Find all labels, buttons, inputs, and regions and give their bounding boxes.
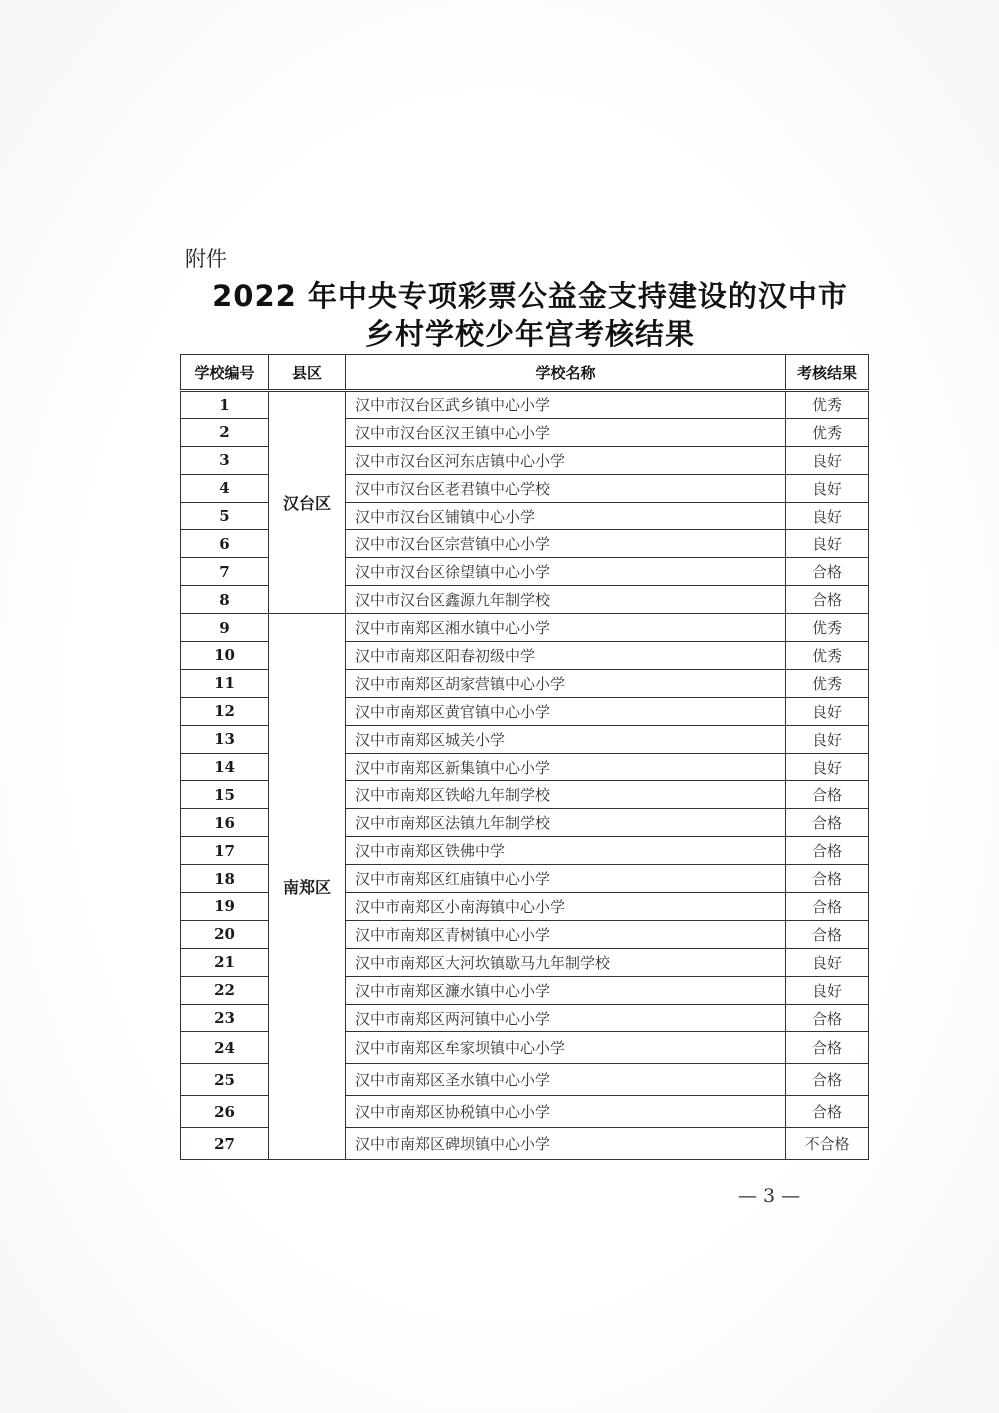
school-name: 汉中市南郑区铁峪九年制学校 <box>346 781 786 809</box>
result-cell: 合格 <box>786 1032 869 1064</box>
school-id: 26 <box>181 1096 269 1128</box>
result-cell: 优秀 <box>786 642 869 670</box>
school-id: 11 <box>181 669 269 697</box>
result-cell: 良好 <box>786 725 869 753</box>
school-id: 18 <box>181 865 269 893</box>
table-row <box>181 614 869 642</box>
school-name: 汉中市南郑区牟家坝镇中心小学 <box>346 1032 786 1064</box>
result-cell: 良好 <box>786 697 869 725</box>
result-cell: 合格 <box>786 781 869 809</box>
school-name: 汉中市汉台区徐望镇中心小学 <box>346 558 786 586</box>
school-name: 汉中市汉台区宗营镇中心小学 <box>346 530 786 558</box>
document-title-line1: 2022 年中央专项彩票公益金支持建设的汉中市 <box>212 279 848 313</box>
school-id: 4 <box>181 474 269 502</box>
school-id: 1 <box>181 391 269 419</box>
school-name: 汉中市汉台区武乡镇中心小学 <box>346 391 786 419</box>
school-name: 汉中市南郑区城关小学 <box>346 725 786 753</box>
school-name: 汉中市南郑区圣水镇中心小学 <box>346 1064 786 1096</box>
result-cell: 合格 <box>786 1064 869 1096</box>
school-id: 3 <box>181 446 269 474</box>
school-name: 汉中市汉台区河东店镇中心小学 <box>346 446 786 474</box>
school-name: 汉中市南郑区法镇九年制学校 <box>346 809 786 837</box>
school-name: 汉中市汉台区铺镇中心小学 <box>346 502 786 530</box>
result-cell: 合格 <box>786 920 869 948</box>
school-name: 汉中市南郑区新集镇中心小学 <box>346 753 786 781</box>
result-cell: 合格 <box>786 1004 869 1032</box>
school-id: 19 <box>181 893 269 921</box>
result-cell: 良好 <box>786 530 869 558</box>
school-id: 20 <box>181 920 269 948</box>
school-name: 汉中市南郑区青树镇中心小学 <box>346 920 786 948</box>
school-name: 汉中市南郑区协税镇中心小学 <box>346 1096 786 1128</box>
school-id: 13 <box>181 725 269 753</box>
result-cell: 良好 <box>786 948 869 976</box>
school-name: 汉中市南郑区红庙镇中心小学 <box>346 865 786 893</box>
header-result: 考核结果 <box>786 355 869 391</box>
district-cell-hantai: 汉台区 <box>269 391 346 614</box>
school-id: 17 <box>181 837 269 865</box>
school-id: 7 <box>181 558 269 586</box>
school-id: 5 <box>181 502 269 530</box>
result-cell: 合格 <box>786 1096 869 1128</box>
attachment-label: 附件 <box>185 247 227 271</box>
school-name: 汉中市南郑区大河坎镇歇马九年制学校 <box>346 948 786 976</box>
district-cell-nanzheng: 南郑区 <box>269 614 346 1160</box>
result-cell: 良好 <box>786 753 869 781</box>
result-cell: 优秀 <box>786 391 869 419</box>
school-id: 9 <box>181 614 269 642</box>
school-id: 8 <box>181 586 269 614</box>
school-id: 16 <box>181 809 269 837</box>
school-id: 14 <box>181 753 269 781</box>
header-school-id: 学校编号 <box>181 355 269 391</box>
school-name: 汉中市南郑区两河镇中心小学 <box>346 1004 786 1032</box>
result-cell: 优秀 <box>786 614 869 642</box>
page-number: — 3 — <box>738 1185 801 1207</box>
school-id: 6 <box>181 530 269 558</box>
result-cell: 合格 <box>786 893 869 921</box>
header-school-name: 学校名称 <box>346 355 786 391</box>
school-id: 12 <box>181 697 269 725</box>
result-cell: 优秀 <box>786 669 869 697</box>
school-name: 汉中市南郑区铁佛中学 <box>346 837 786 865</box>
result-cell: 良好 <box>786 502 869 530</box>
result-cell: 合格 <box>786 586 869 614</box>
result-cell: 合格 <box>786 865 869 893</box>
school-name: 汉中市南郑区小南海镇中心小学 <box>346 893 786 921</box>
document-title-line2: 乡村学校少年宫考核结果 <box>364 317 695 351</box>
school-id: 21 <box>181 948 269 976</box>
school-id: 15 <box>181 781 269 809</box>
result-cell: 不合格 <box>786 1128 869 1160</box>
school-id: 2 <box>181 418 269 446</box>
result-cell: 优秀 <box>786 418 869 446</box>
result-cell: 合格 <box>786 837 869 865</box>
school-name: 汉中市南郑区胡家营镇中心小学 <box>346 669 786 697</box>
school-id: 22 <box>181 976 269 1004</box>
result-cell: 良好 <box>786 474 869 502</box>
table-header-row <box>181 355 869 391</box>
result-cell: 合格 <box>786 809 869 837</box>
result-cell: 良好 <box>786 976 869 1004</box>
school-name: 汉中市汉台区老君镇中心学校 <box>346 474 786 502</box>
school-name: 汉中市南郑区湘水镇中心小学 <box>346 614 786 642</box>
school-name: 汉中市南郑区碑坝镇中心小学 <box>346 1128 786 1160</box>
table-row <box>181 391 869 419</box>
school-name: 汉中市南郑区阳春初级中学 <box>346 642 786 670</box>
result-cell: 合格 <box>786 558 869 586</box>
school-name: 汉中市汉台区汉王镇中心小学 <box>346 418 786 446</box>
school-name: 汉中市南郑区黄官镇中心小学 <box>346 697 786 725</box>
results-table <box>180 354 869 1160</box>
result-cell: 良好 <box>786 446 869 474</box>
school-name: 汉中市汉台区鑫源九年制学校 <box>346 586 786 614</box>
school-id: 24 <box>181 1032 269 1064</box>
school-id: 23 <box>181 1004 269 1032</box>
header-district: 县区 <box>269 355 346 391</box>
school-id: 27 <box>181 1128 269 1160</box>
school-id: 10 <box>181 642 269 670</box>
school-name: 汉中市南郑区濂水镇中心小学 <box>346 976 786 1004</box>
school-id: 25 <box>181 1064 269 1096</box>
